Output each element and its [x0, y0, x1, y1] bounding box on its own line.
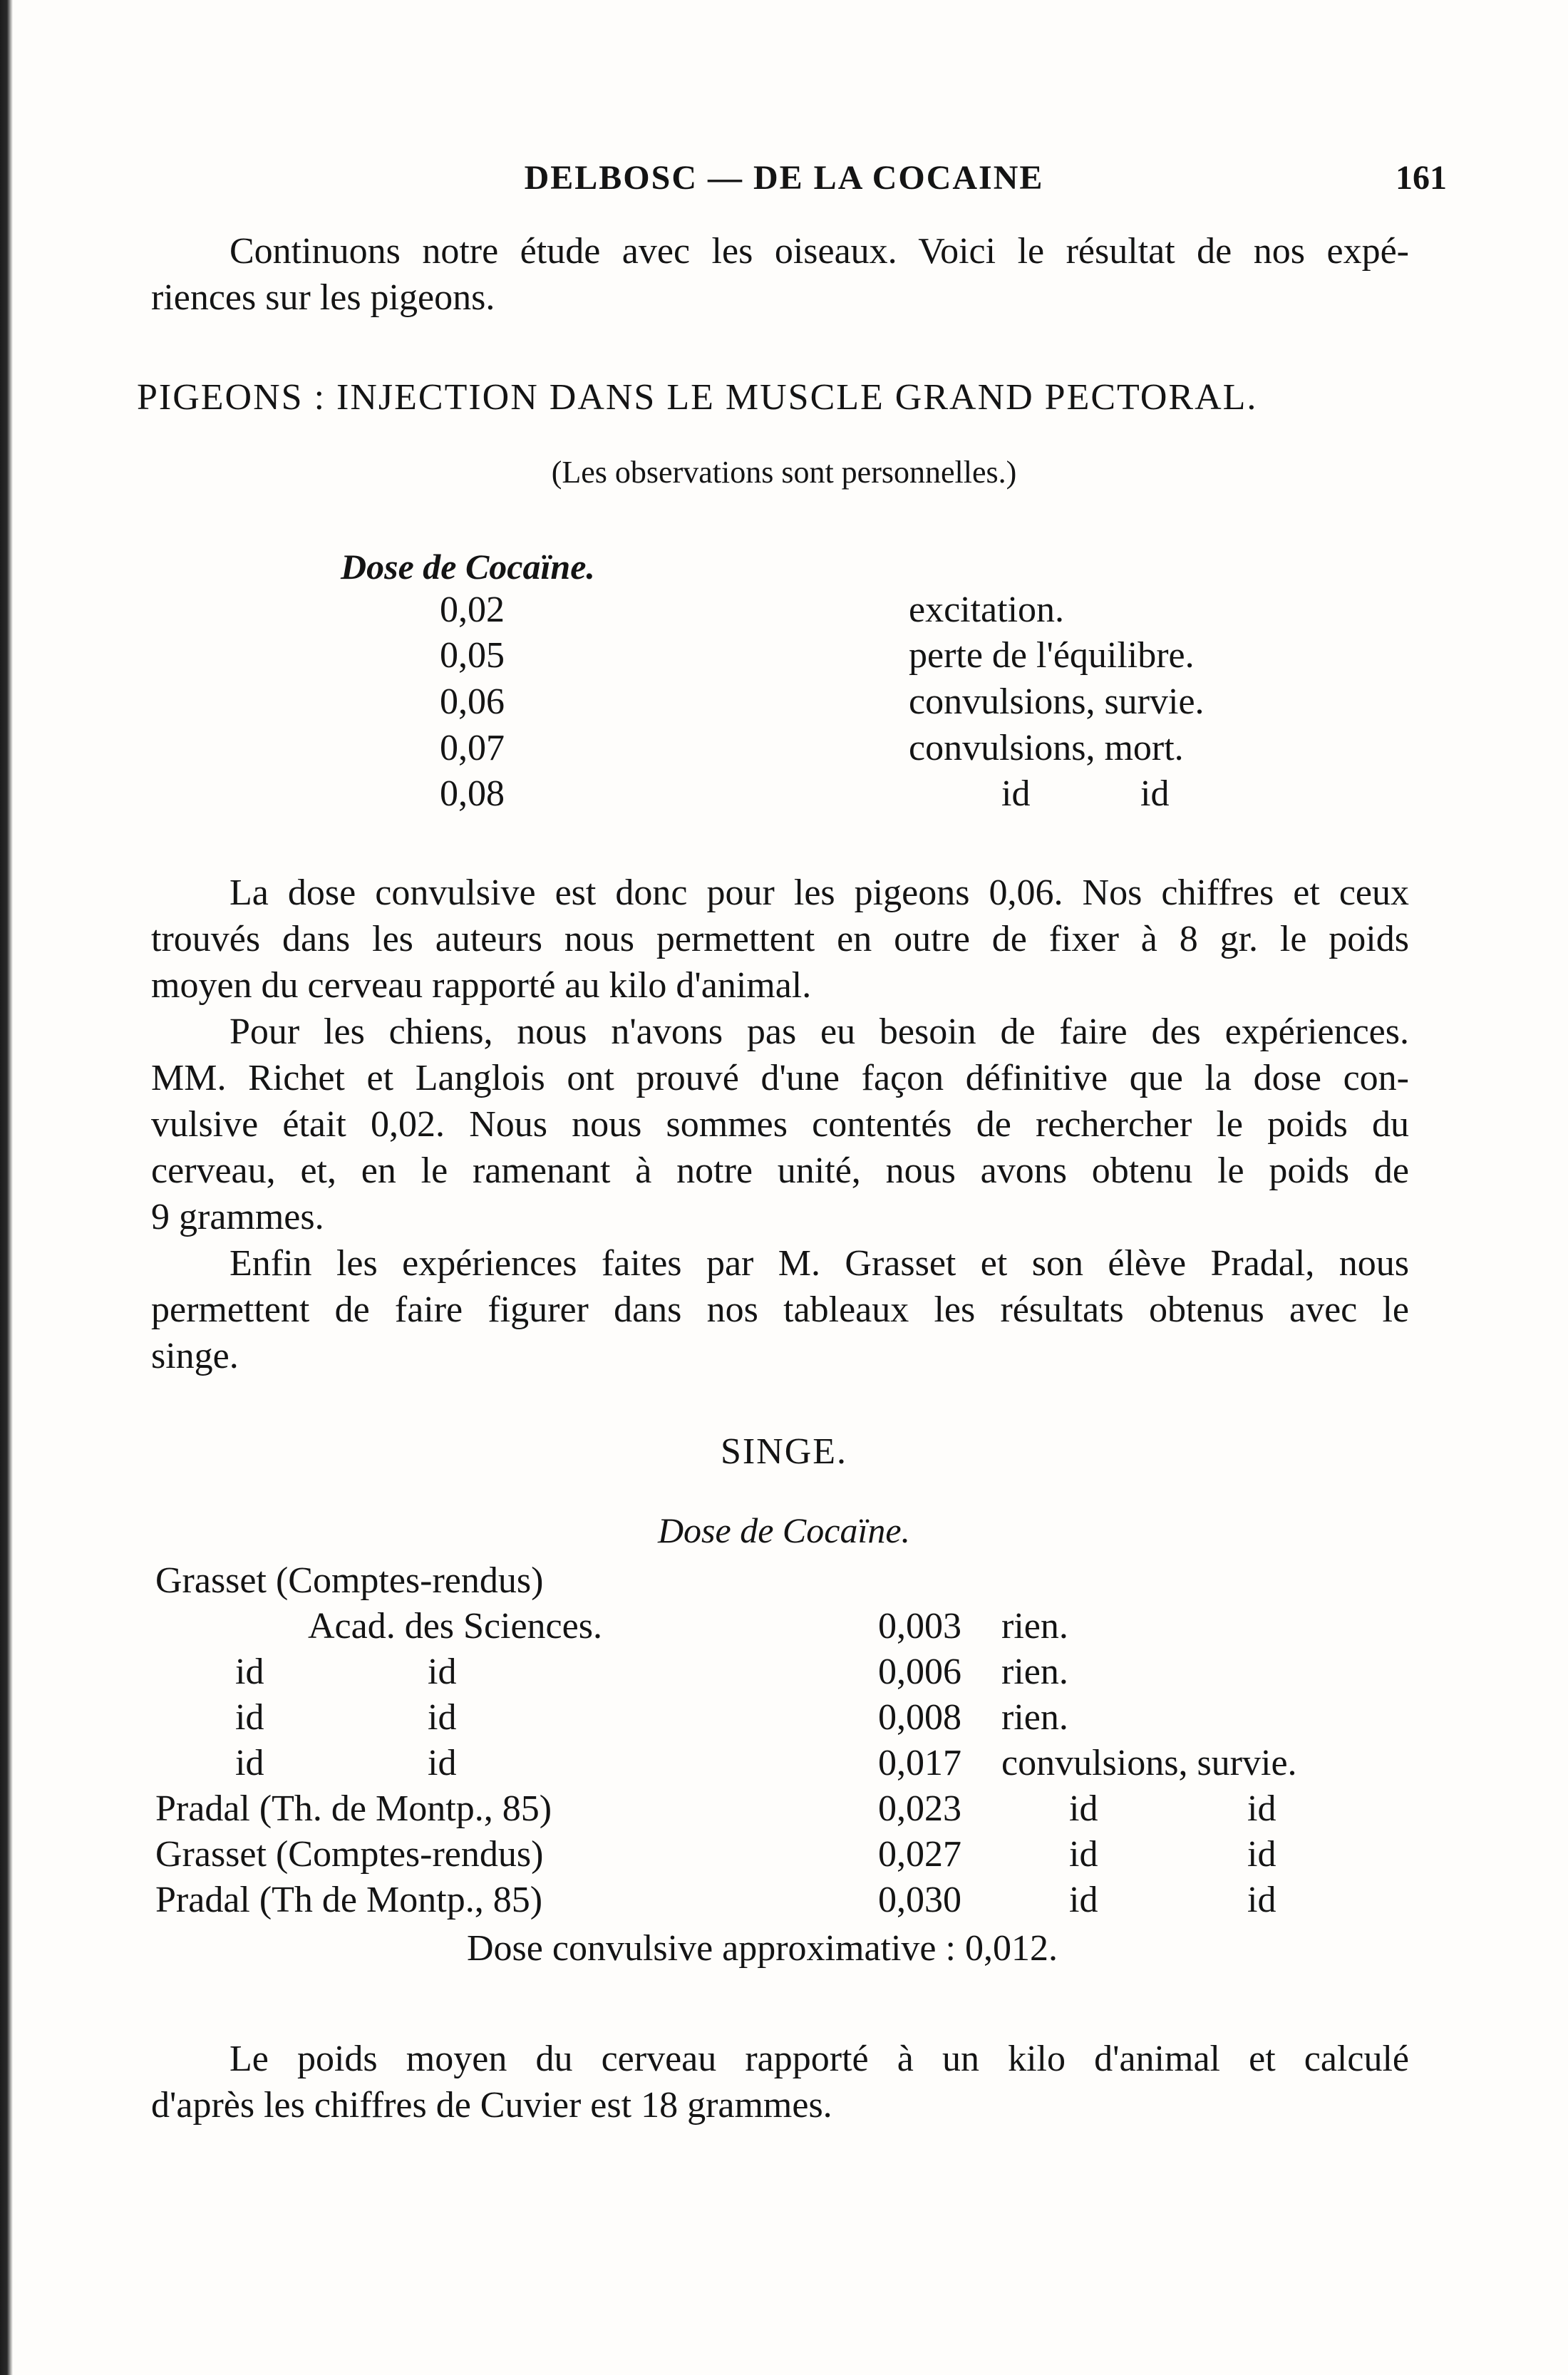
source-cell: id	[235, 1697, 264, 1738]
text-line: riences sur les pigeons.	[151, 277, 495, 318]
text-line: d'après les chiffres de Cuvier est 18 grammes.	[151, 2085, 832, 2126]
dose-value: 0,023	[878, 1788, 961, 1829]
running-title: DELBOSC — DE LA COCAINE	[524, 159, 1044, 197]
dose-value: 0,006	[878, 1652, 961, 1692]
text-line: Enfin les expériences faites par M. Grasset et son élève Pradal, nous	[229, 1243, 1409, 1284]
source-line: Grasset (Comptes-rendus)	[155, 1560, 544, 1601]
effect-value: convulsions, survie.	[1001, 1743, 1297, 1783]
dose-value: 0,07	[440, 728, 505, 768]
dose-value: 0,017	[878, 1743, 961, 1783]
source-cell: id	[235, 1743, 264, 1783]
effect-value-2: id	[1247, 1788, 1276, 1829]
dose-value: 0,08	[440, 773, 505, 814]
effect-value: rien.	[1001, 1606, 1068, 1647]
text-line: cerveau, et, en le ramenant à notre unité, nous avons obtenu le poids de	[151, 1150, 1409, 1191]
text-line: La dose convulsive est donc pour les pigeons 0,06. Nos chiffres et ceux	[229, 872, 1409, 913]
convulsive-dose-summary: Dose convulsive approximative : 0,012.	[467, 1928, 1058, 1969]
page-spine-shadow	[0, 0, 13, 2375]
section-heading-singe: SINGE.	[720, 1431, 848, 1472]
intro-paragraph	[151, 228, 1409, 321]
page-number: 161	[1396, 159, 1447, 197]
effect-value: excitation.	[909, 589, 1065, 630]
effect-value-2: id	[1247, 1834, 1276, 1875]
section-heading-pigeons: PIGEONS : INJECTION DANS LE MUSCLE GRAND PECTORAL.	[137, 377, 1258, 418]
effect-value: rien.	[1001, 1652, 1068, 1692]
source-cell: Grasset (Comptes-rendus)	[155, 1834, 544, 1875]
effect-value: rien.	[1001, 1697, 1068, 1738]
text-line: Continuons notre étude avec les oiseaux. Voici le résultat de nos expé-	[229, 231, 1409, 272]
text-line: vulsive était 0,02. Nous nous sommes contentés de rechercher le poids du	[151, 1104, 1409, 1145]
source-cell: id	[235, 1652, 264, 1692]
effect-value: convulsions, survie.	[909, 681, 1205, 722]
text-line: moyen du cerveau rapporté au kilo d'animal.	[151, 965, 812, 1006]
effect-value-2: id	[1247, 1880, 1276, 1920]
dose-value: 0,06	[440, 681, 505, 722]
source-cell-2: id	[428, 1743, 457, 1783]
body-paragraphs	[151, 870, 1409, 1379]
observations-note: (Les observations sont personnelles.)	[551, 455, 1017, 490]
text-line: Pour les chiens, nous n'avons pas eu besoin de faire des expériences.	[229, 1011, 1409, 1052]
effect-value: id	[1069, 1788, 1098, 1829]
source-cell: Pradal (Th de Montp., 85)	[155, 1880, 543, 1920]
dose-column-header: Dose de Cocaïne.	[341, 547, 595, 587]
source-cell-2: id	[428, 1652, 457, 1692]
dose-value: 0,030	[878, 1880, 961, 1920]
text-line: Le poids moyen du cerveau rapporté à un kilo d'animal et calculé	[229, 2039, 1409, 2079]
text-line: 9 grammes.	[151, 1197, 324, 1237]
dose-value: 0,027	[878, 1834, 961, 1875]
effect-value: perte de l'équilibre.	[909, 635, 1195, 676]
effect-value: id	[1001, 773, 1031, 814]
effect-value: id	[1069, 1834, 1098, 1875]
dose-value: 0,05	[440, 635, 505, 676]
dose-value: 0,008	[878, 1697, 961, 1738]
source-cell: Pradal (Th. de Montp., 85)	[155, 1788, 552, 1829]
source-cell: Acad. des Sciences.	[308, 1606, 602, 1647]
text-line: permettent de faire figurer dans nos tableaux les résultats obtenus avec le	[151, 1289, 1409, 1330]
source-cell-2: id	[428, 1697, 457, 1738]
text-line: MM. Richet et Langlois ont prouvé d'une façon définitive que la dose con-	[151, 1058, 1409, 1098]
effect-value: convulsions, mort.	[909, 728, 1184, 768]
singe-dose-column-header: Dose de Cocaïne.	[657, 1510, 911, 1550]
text-line: singe.	[151, 1336, 239, 1376]
dose-value: 0,003	[878, 1606, 961, 1647]
effect-value-2: id	[1140, 773, 1170, 814]
effect-value: id	[1069, 1880, 1098, 1920]
dose-value: 0,02	[440, 589, 505, 630]
closing-paragraph	[151, 2036, 1409, 2128]
text-line: trouvés dans les auteurs nous permettent en outre de fixer à 8 gr. le poids	[151, 919, 1409, 959]
